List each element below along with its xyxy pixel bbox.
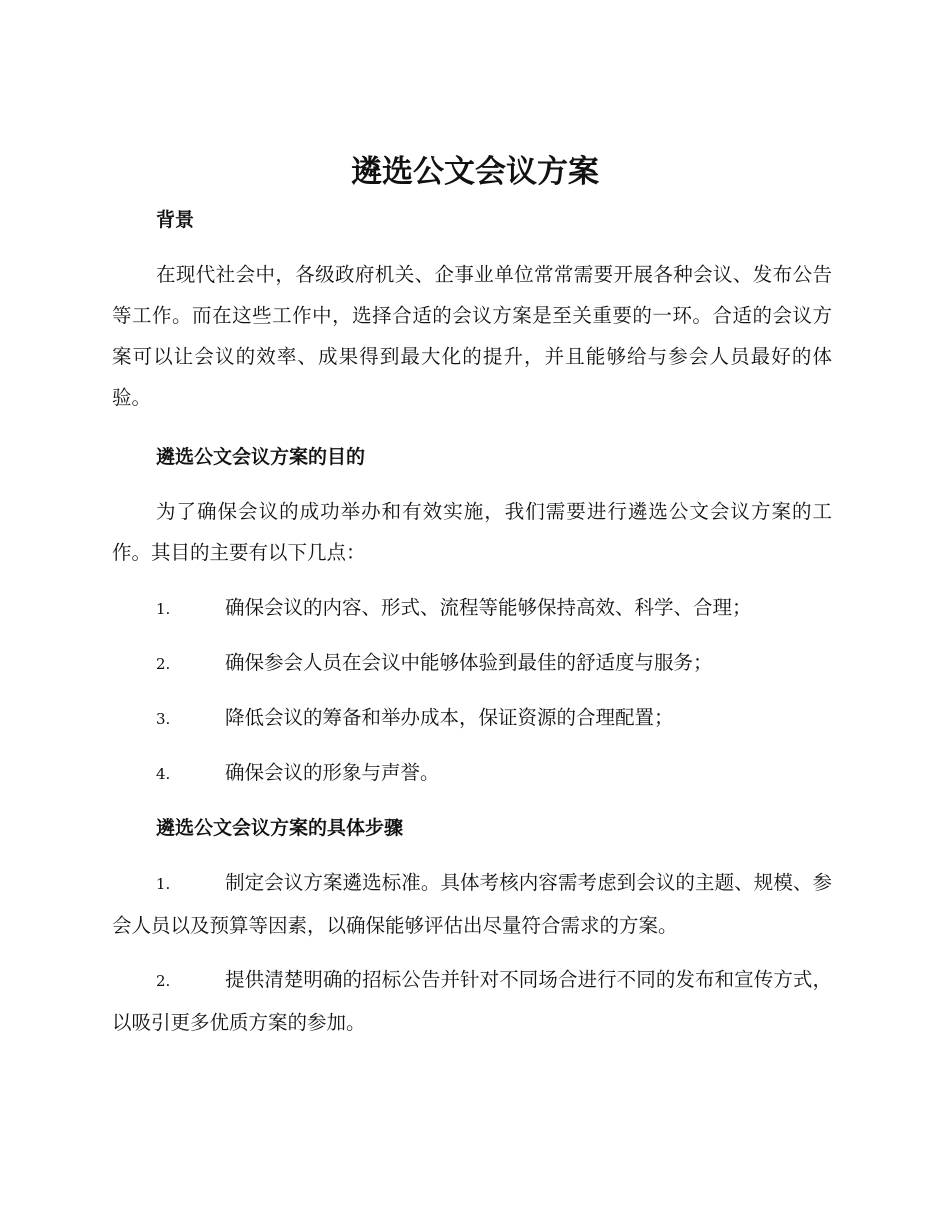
list-item-text: 确保参会人员在会议中能够体验到最佳的舒适度与服务； — [225, 651, 713, 674]
list-item-number: 4. — [156, 765, 171, 783]
step-item-text: 提供清楚明确的招标公告并针对不同场合进行不同的发布和宣传方式，以吸引更多优质方案的参加。 — [112, 968, 832, 1034]
step-item — [112, 959, 832, 1043]
list-item-number: 3. — [156, 710, 171, 728]
step-item-number: 1. — [156, 875, 171, 893]
list-item-number: 2. — [156, 655, 171, 673]
list-item — [112, 697, 832, 740]
background-paragraph: 在现代社会中，各级政府机关、企事业单位常常需要开展各种会议、发布公告等工作。而在这些工作中，选择合适的会议方案是至关重要的一环。合适的会议方案可以让会议的效率、成果得到最大化的提升，并且能够给与参会人员最好的体验。 — [112, 263, 832, 409]
document-title: 遴选公文会议方案 — [351, 154, 599, 190]
list-item-text: 降低会议的筹备和举办成本，保证资源的合理配置； — [225, 706, 674, 729]
step-item — [112, 862, 832, 946]
list-item — [112, 587, 832, 630]
section-heading-purpose: 遴选公文会议方案的目的 — [156, 446, 366, 468]
purpose-paragraph: 为了确保会议的成功举办和有效实施，我们需要进行遴选公文会议方案的工作。其目的主要有以下几点： — [112, 500, 832, 564]
step-item-number: 2. — [156, 972, 171, 990]
list-item-text: 确保会议的形象与声誉。 — [225, 761, 440, 784]
step-item-text: 制定会议方案遴选标准。具体考核内容需考虑到会议的主题、规模、参会人员以及预算等因素，以确保能够评估出尽量符合需求的方案。 — [112, 871, 832, 937]
section-heading-steps: 遴选公文会议方案的具体步骤 — [156, 817, 404, 839]
list-item — [112, 642, 832, 685]
section-heading-background: 背景 — [156, 209, 195, 231]
list-item — [112, 752, 832, 795]
list-item-number: 1. — [156, 600, 171, 618]
list-item-text: 确保会议的内容、形式、流程等能够保持高效、科学、合理； — [225, 596, 752, 619]
